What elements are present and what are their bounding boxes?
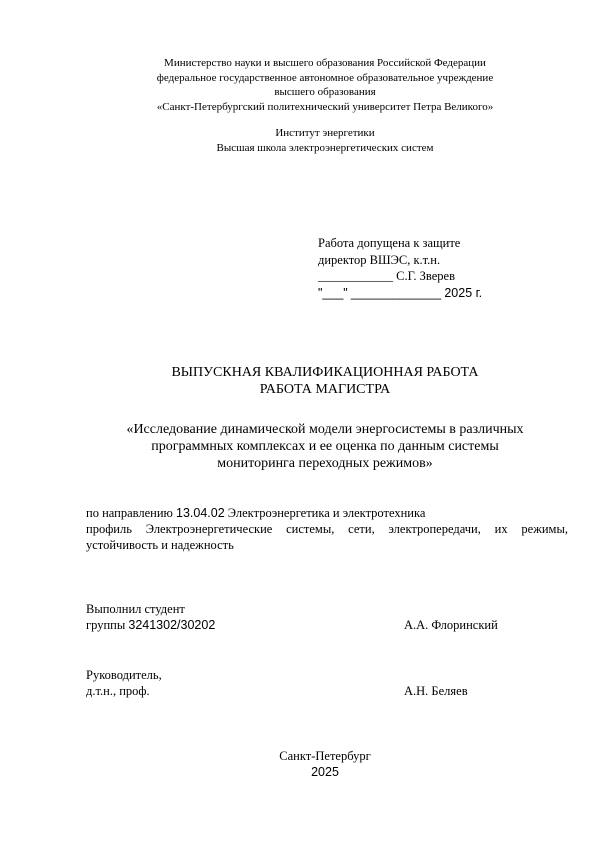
approval-date [318, 285, 482, 302]
approval-line: Работа допущена к защите [318, 236, 461, 250]
title-subline: РАБОТА МАГИСТРА [259, 382, 391, 397]
ministry-line: федеральное государственное автономное образовательное учреждение [156, 71, 494, 84]
approval-signature [318, 268, 482, 285]
student-label: Выполнил студент [86, 602, 185, 616]
year: 2025 [311, 765, 339, 779]
direction-code: 13.04.02 [176, 506, 225, 520]
student-signature [86, 601, 568, 633]
approval-block [318, 235, 482, 301]
direction-line [86, 505, 568, 521]
work-title [60, 364, 590, 398]
supervisor-name: А.Н. Беляев [404, 684, 468, 698]
institute-name: Институт энергетики [275, 127, 375, 139]
signature-blank: ____________ [318, 269, 393, 283]
topic-line: программных комплексах и ее оценка по данным системы [151, 439, 499, 454]
date-month-blank: _____________ [350, 285, 442, 300]
topic-line: мониторинга переходных режимов» [217, 456, 433, 471]
title-line: ВЫПУСКНАЯ КВАЛИФИКАЦИОННАЯ РАБОТА [171, 365, 479, 380]
director-name: С.Г. Зверев [396, 269, 455, 283]
footer [60, 748, 590, 780]
supervisor-label: Руководитель, [86, 668, 162, 682]
ministry-line: Министерство науки и высшего образования Российской Федерации [164, 57, 486, 69]
date-day-blank: "___" [318, 285, 348, 300]
date-year: 2025 г. [444, 285, 483, 300]
ministry-line: высшего образования [274, 86, 376, 98]
institute-header [60, 126, 590, 155]
ministry-line: «Санкт-Петербургский политехнический университет Петра Великого» [156, 100, 494, 113]
profile-line: профиль Электроэнергетические системы, сети, электропередачи, их режимы, [86, 522, 568, 536]
ministry-header [60, 56, 590, 114]
profile-line-cont: устойчивость и надежность [86, 538, 234, 552]
student-name: А.А. Флоринский [404, 618, 498, 632]
thesis-topic [60, 421, 590, 472]
approval-director-title: директор ВШЭС, к.т.н. [318, 252, 441, 267]
direction-block [86, 505, 568, 553]
direction-prefix: по направлению [86, 506, 173, 520]
supervisor-degree: д.т.н., проф. [86, 684, 150, 698]
supervisor-signature [86, 667, 568, 699]
school-name: Высшая школа электроэнергетических систем [216, 141, 434, 154]
group-number: 3241302/30202 [128, 618, 216, 632]
group-prefix: группы [86, 618, 126, 632]
direction-name: Электроэнергетика и электротехника [227, 506, 426, 520]
topic-line: «Исследование динамической модели энергосистемы в различных [126, 422, 524, 437]
city: Санкт-Петербург [279, 749, 371, 763]
